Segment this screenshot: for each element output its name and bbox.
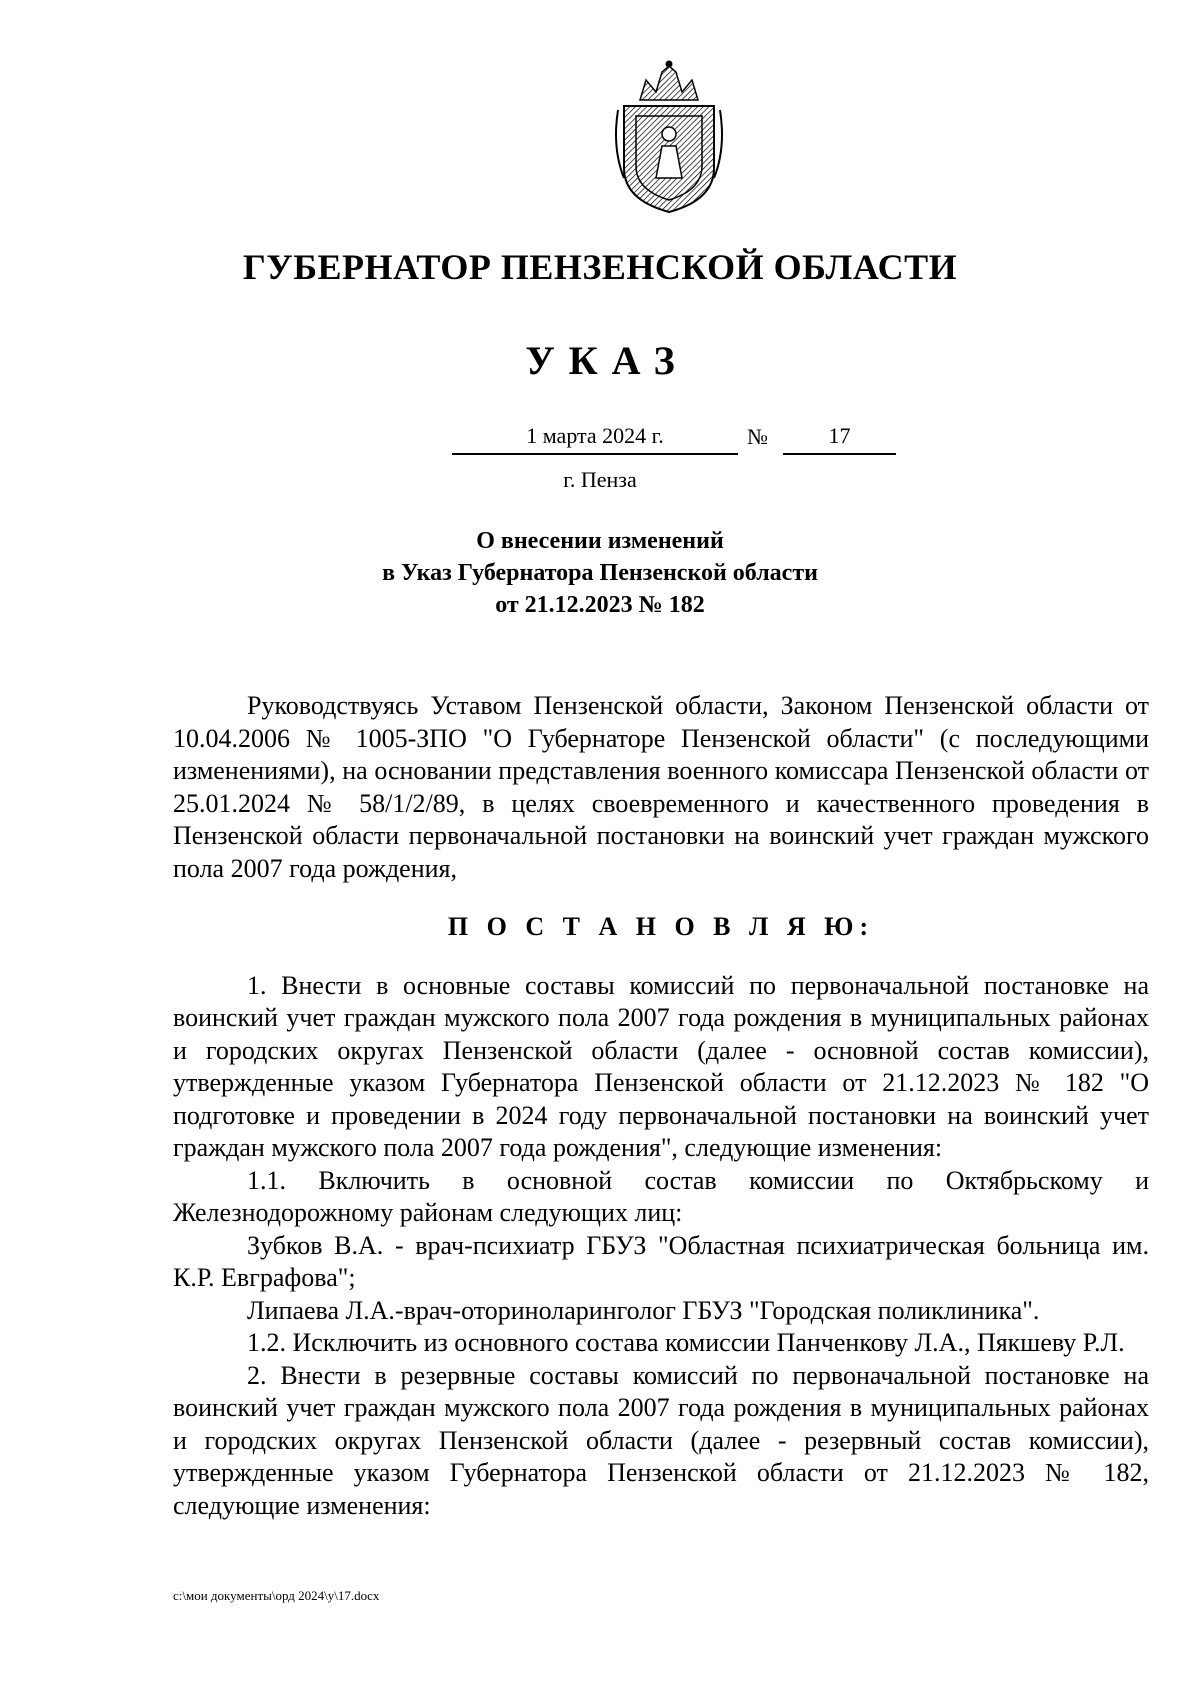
coat-of-arms-icon — [610, 58, 728, 216]
clause-1-1-person-1: Зубков В.А. - врач-психиатр ГБУЗ "Областная психиатрическая больница им. К.Р. Евграфова"; — [173, 1230, 1149, 1292]
document-body — [173, 690, 1149, 1522]
heading-line-2: в Указ Губернатора Пензенской области — [382, 560, 818, 586]
clause-1-1: 1.1. Включить в основной состав комиссии по Октябрьскому и Железнодорожному районам следующих лиц: — [173, 1165, 1149, 1227]
resolve-heading: П О С Т А Н О В Л Я Ю: — [447, 912, 875, 941]
clause-1-1-person-2: Липаева Л.А.-врач-оториноларинголог ГБУЗ "Городская поликлиника". — [247, 1295, 1040, 1325]
decree-number: 17 — [783, 423, 896, 455]
preamble-paragraph: Руководствуясь Уставом Пензенской области, Законом Пензенской области от 10.04.2006 № 1005-ЗПО "О Губернаторе Пензенской области" (с последующими изменениями), на основании представления военного комиссара Пензенской области от 25.01.2024 № 58/1/2/89, в целях своевременного и качественного проведения в Пензенской области первоначальной постановки на воинский учет граждан мужского пола 2007 года рождения, — [173, 691, 1149, 883]
issue-city: г. Пенза — [563, 467, 637, 492]
clause-1: 1. Внести в основные составы комиссий по первоначальной постановке на воинский учет граждан мужского пола 2007 года рождения в муниципальных районах и городских округах Пензенской области (далее - основной состав комиссии), утвержденные указом Губернатора Пензенской области от 21.12.2023 № 182 "О подготовке и проведении в 2024 году первоначальной постановки на воинский учет граждан мужского пола 2007 года рождения", следующие изменения: — [173, 970, 1149, 1162]
decree-date: 1 марта 2024 г. — [452, 423, 738, 455]
heading-line-3: от 21.12.2023 № 182 — [495, 592, 705, 618]
number-sign: № — [747, 424, 768, 449]
heading-line-1: О внесении изменений — [476, 528, 724, 554]
clause-2: 2. Внести в резервные составы комиссий по первоначальной постановке на воинский учет граждан мужского пола 2007 года рождения в муниципальных районах и городских округах Пензенской области (далее - резервный состав комиссии), утвержденные указом Губернатора Пензенской области от 21.12.2023 № 182, следующие изменения: — [173, 1360, 1149, 1520]
file-path-footer: c:\мои документы\орд 2024\у\17.docx — [173, 1588, 380, 1603]
document-type-title: УКАЗ — [525, 338, 689, 383]
authority-title: ГУБЕРНАТОР ПЕНЗЕНСКОЙ ОБЛАСТИ — [242, 247, 958, 287]
clause-1-2: 1.2. Исключить из основного состава комиссии Панченкову Л.А., Пякшеву Р.Л. — [247, 1328, 1125, 1357]
document-heading — [0, 525, 1200, 621]
